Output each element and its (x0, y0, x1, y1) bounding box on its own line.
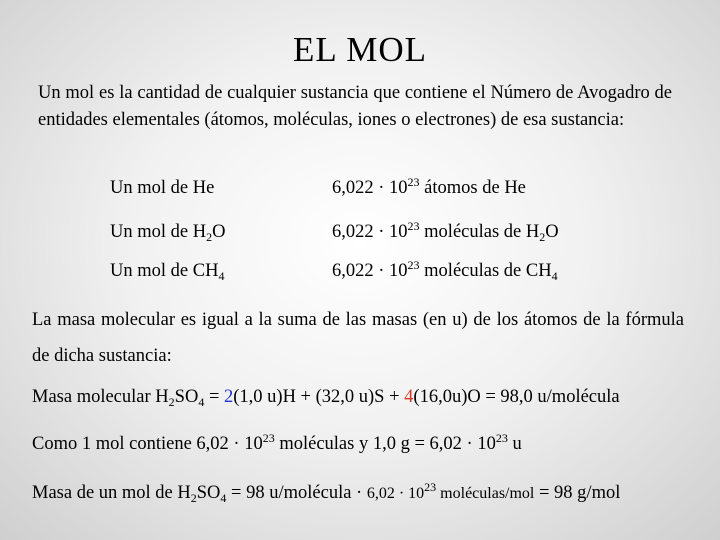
intro-paragraph: Un mol es la cantidad de cualquier sustancia que contiene el Número de Avogadro de entidades elementales (átomos, moléculas, iones o electrones) de esa sustancia: (38, 83, 672, 130)
definition-paragraph: La masa molecular es igual a la suma de las masas (en u) de los átomos de la fórmula de dicha sustancia: (32, 310, 684, 366)
row-label: Un mol de He (110, 178, 215, 198)
row-label: Un mol de $CH_4$ (110, 261, 225, 283)
molecular-mass-formula: Masa molecular $H_2SO_4 = 2(1,0$ u)H + (32,0 u)S + 4(16,0u)O = 98,0 u/molécula (32, 387, 620, 409)
page-title: EL MOL (293, 30, 427, 69)
oxygen-count: 4 (404, 387, 414, 407)
row-label: Un mol de $H_2O$ (110, 222, 226, 244)
hydrogen-count: 2 (224, 387, 234, 407)
row-value: $6,022 \cdot 10^{23}$ moléculas de $CH_4$ (332, 258, 558, 283)
avogadro-relation: Como 1 mol contiene $6,02 \cdot 10^{23}$ moléculas y 1,0 $g = 6,02 \cdot 10^{23}$ u (32, 431, 522, 454)
row-value: $6,022 \cdot 10^{23}$ moléculas de $H_2O$ (332, 219, 559, 244)
molar-mass-formula: Masa de un mol de $H_2SO_4 = 98$ u/molécula · $6,02 \cdot 10^{23}$ moléculas/mol = 98 g/mol (32, 480, 621, 505)
row-value: $6,022 \cdot 10^{23}$ átomos de He (332, 175, 526, 198)
